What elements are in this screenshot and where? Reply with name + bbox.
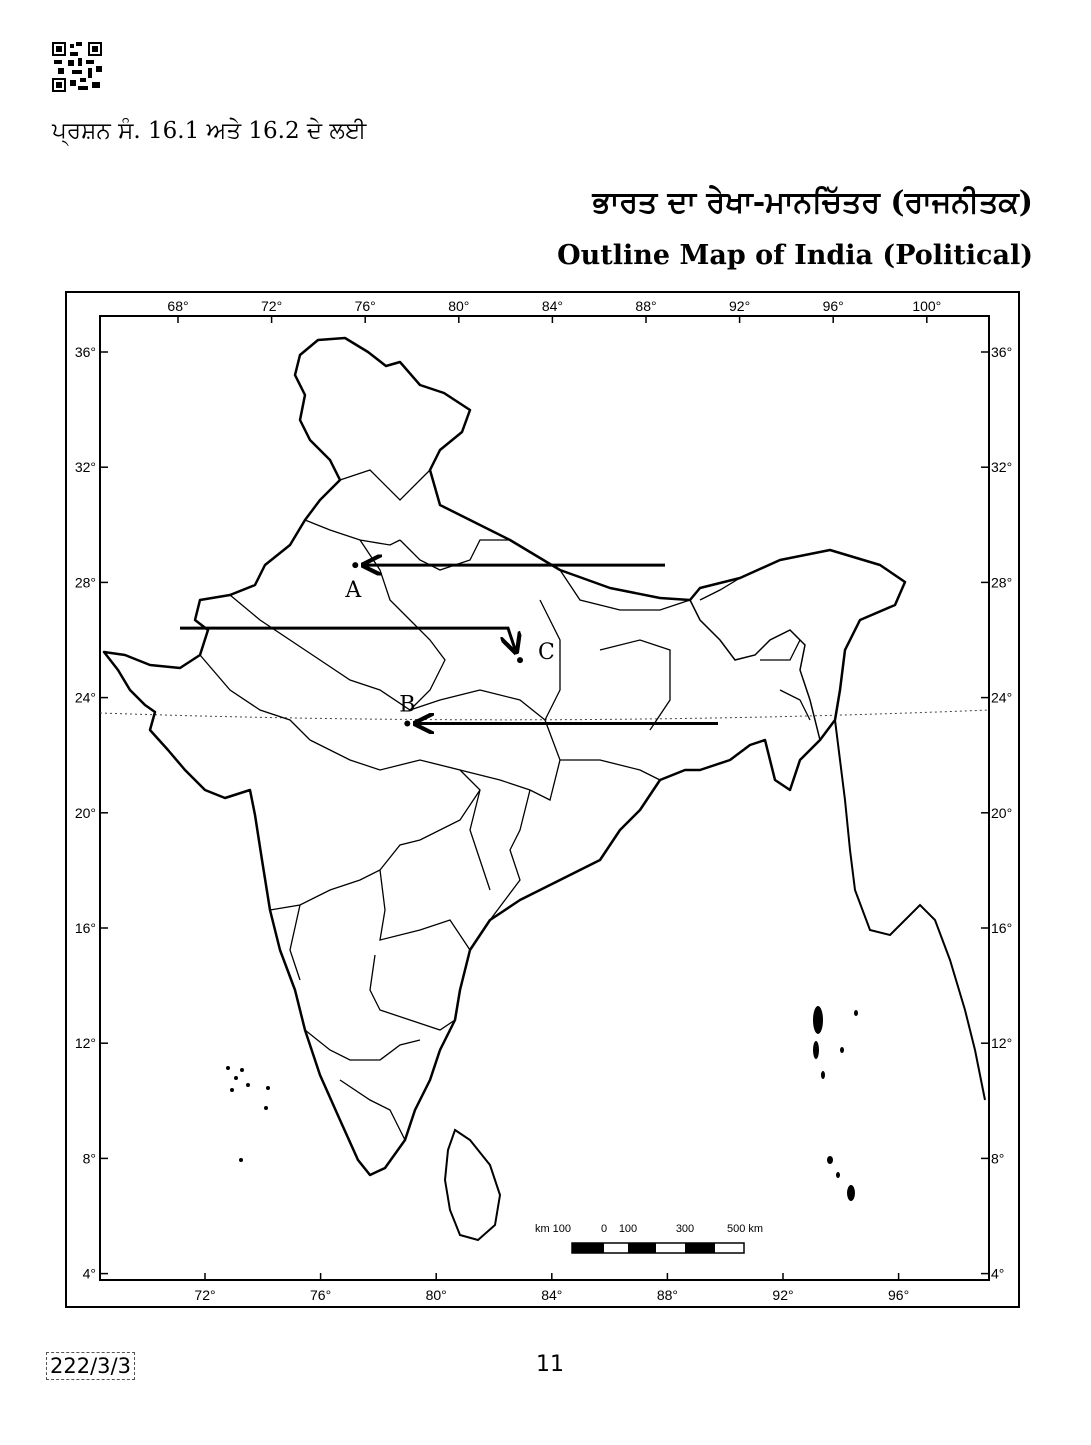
latitude-label-left: 28° xyxy=(74,574,96,591)
scale-label: 500 km xyxy=(726,1223,764,1235)
longitude-label-top: 92° xyxy=(729,298,751,314)
marker-label-a: A xyxy=(345,578,362,604)
longitude-label-bottom: 76° xyxy=(310,1287,332,1303)
longitude-label-top: 80° xyxy=(448,298,470,314)
longitude-label-top: 68° xyxy=(167,298,189,314)
latitude-label-left: 8° xyxy=(82,1150,96,1167)
latitude-label-right: 24° xyxy=(991,689,1013,706)
longitude-label-bottom: 84° xyxy=(541,1287,563,1303)
latitude-label-left: 12° xyxy=(74,1035,96,1052)
scale-label: 0 xyxy=(600,1223,608,1235)
longitude-label-bottom: 80° xyxy=(425,1287,447,1303)
marker-label-b: B xyxy=(399,692,416,718)
lakshadweep-islands xyxy=(226,1066,270,1162)
marker-label-c: C xyxy=(538,640,555,666)
inner-neatline xyxy=(100,316,989,1280)
longitude-label-bottom: 92° xyxy=(772,1287,794,1303)
latitude-label-right: 16° xyxy=(991,920,1013,936)
latitude-label-left: 16° xyxy=(74,920,96,936)
latitude-label-left: 24° xyxy=(74,689,96,706)
latitude-label-right: 32° xyxy=(991,459,1013,476)
arrow-to-c xyxy=(180,628,516,652)
map-title-english: Outline Map of India (Political) xyxy=(557,240,1033,271)
longitude-label-top: 88° xyxy=(635,298,657,314)
marker-point-c xyxy=(517,657,523,663)
longitude-label-top: 76° xyxy=(354,298,376,314)
paper-code: 222/3/3 xyxy=(46,1352,135,1380)
question-reference: ਪ੍ਰਸ਼ਨ ਸੰ. 16.1 ਅਤੇ 16.2 ਦੇ ਲਈ xyxy=(52,118,367,144)
tropic-of-cancer-line xyxy=(100,710,989,720)
latitude-label-right: 28° xyxy=(991,574,1013,591)
longitude-label-top: 84° xyxy=(541,298,563,314)
state-boundaries xyxy=(200,470,810,1140)
longitude-label-top: 96° xyxy=(822,298,844,314)
sri-lanka-outline xyxy=(445,1130,500,1240)
andaman-nicobar-islands xyxy=(813,1006,858,1201)
longitude-label-bottom: 88° xyxy=(656,1287,678,1303)
latitude-label-right: 4° xyxy=(991,1265,1005,1282)
latitude-label-left: 20° xyxy=(74,804,96,821)
latitude-label-left: 32° xyxy=(74,459,96,476)
northeast-boundary xyxy=(690,600,820,740)
latitude-label-right: 8° xyxy=(991,1150,1005,1167)
longitude-label-bottom: 96° xyxy=(888,1287,910,1303)
longitude-label-top: 72° xyxy=(261,298,283,314)
eastern-coast-outline xyxy=(835,720,985,1100)
india-boundary xyxy=(104,338,905,1175)
map-title-punjabi: ਭਾਰਤ ਦਾ ਰੇਖਾ-ਮਾਨਚਿੱਤਰ (ਰਾਜਨੀਤਕ) xyxy=(592,185,1033,220)
latitude-label-left: 36° xyxy=(74,344,96,360)
scale-label: 300 xyxy=(675,1223,695,1235)
latitude-label-left: 4° xyxy=(82,1265,96,1282)
marker-point-b xyxy=(404,721,410,727)
latitude-label-right: 36° xyxy=(991,344,1013,360)
scale-bar xyxy=(535,1223,763,1253)
marker-point-a xyxy=(352,562,358,568)
latitude-label-right: 12° xyxy=(991,1035,1013,1052)
latitude-label-right: 20° xyxy=(991,804,1013,821)
longitude-label-bottom: 72° xyxy=(194,1287,216,1303)
scale-label: 100 xyxy=(618,1223,638,1235)
longitude-label-top: 100° xyxy=(912,298,942,314)
page-number: 11 xyxy=(536,1352,564,1377)
scale-label: km 100 xyxy=(534,1223,572,1235)
